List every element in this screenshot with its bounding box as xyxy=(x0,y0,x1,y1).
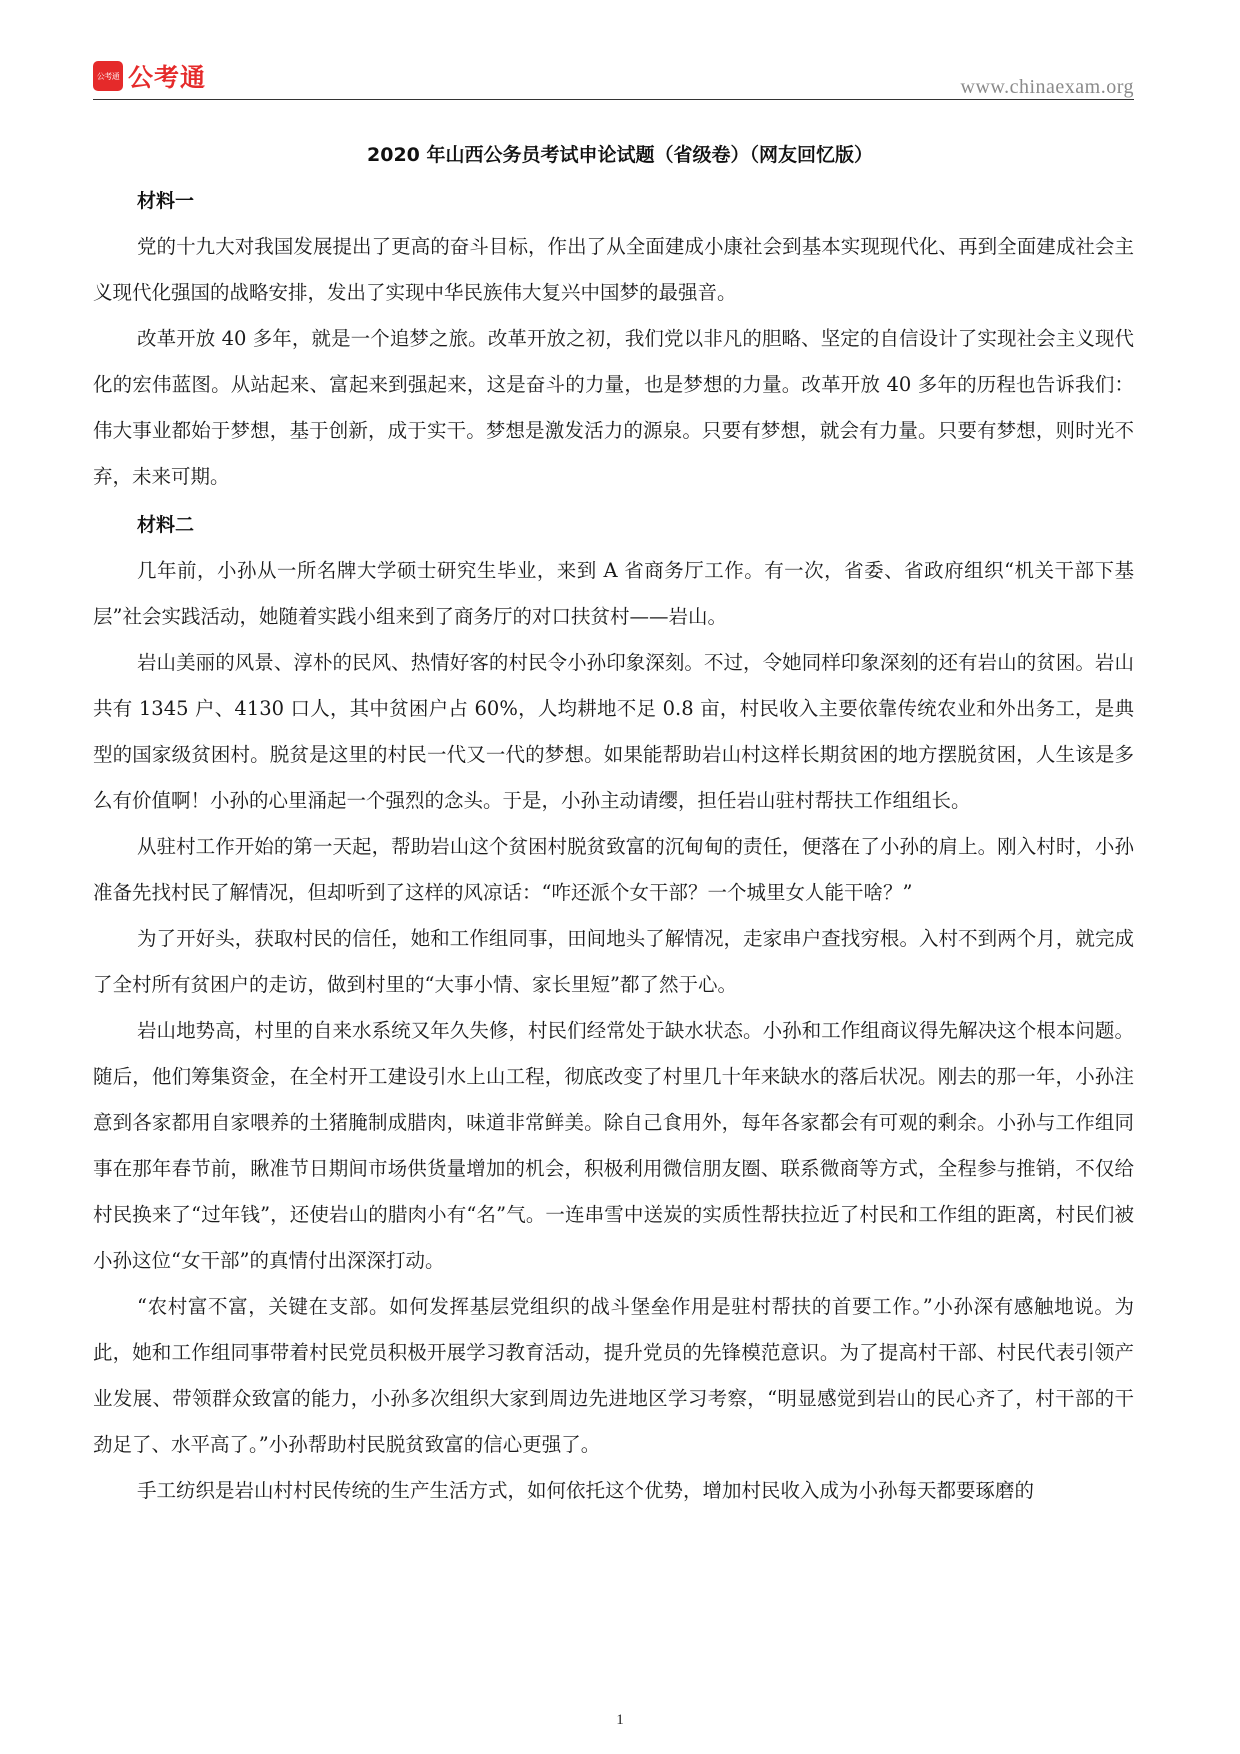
paragraph: 党的十九大对我国发展提出了更高的奋斗目标，作出了从全面建成小康社会到基本实现现代化、再到全面建成社会主义现代化强国的战略安排，发出了实现中华民族伟大复兴中国梦的最强音。 xyxy=(93,235,1134,304)
logo-text: 公考通 xyxy=(128,63,207,92)
header-divider xyxy=(93,99,1134,100)
document-title: 2020 年山西公务员考试申论试题（省级卷）（网友回忆版） xyxy=(367,144,873,166)
paragraph: 岩山地势高，村里的自来水系统又年久失修，村民们经常处于缺水状态。小孙和工作组商议得先解决这个根本问题。随后，他们筹集资金，在全村开工建设引水上山工程，彻底改变了村里几十年来缺水的落后状况。刚去的那一年，小孙注意到各家都用自家喂养的土猪腌制成腊肉，味道非常鲜美。除自己食用外，每年各家都会有可观的剩余。小孙与工作组同事在那年春节前，瞅准节日期间市场供货量增加的机会，积极利用微信朋友圈、联系微商等方式，全程参与推销，不仅给村民换来了“过年钱”，还使岩山的腊肉小有“名”气。一连串雪中送炭的实质性帮扶拉近了村民和工作组的距离，村民们被小孙这位“女干部”的真情付出深深打动。 xyxy=(93,1019,1134,1272)
brand-logo[interactable] xyxy=(93,58,206,94)
paragraph: 手工纺织是岩山村村民传统的生产生活方式，如何依托这个优势，增加村民收入成为小孙每天都要琢磨的 xyxy=(137,1479,1035,1502)
site-url[interactable]: www.chinaexam.org xyxy=(960,76,1134,98)
page-header xyxy=(93,52,1134,100)
page-number: 1 xyxy=(616,1712,624,1728)
paragraph: 岩山美丽的风景、淳朴的民风、热情好客的村民令小孙印象深刻。不过，令她同样印象深刻的还有岩山的贫困。岩山共有 1345 户、4130 口人，其中贫困户占 60%，人均耕地不足 0.8 亩，村民收入主要依靠传统农业和外出务工，是典型的国家级贫困村。脱贫是这里的村民一代又一代的梦想。如果能帮助岩山村这样长期贫困的地方摆脱贫困，人生该是多么有价值啊！小孙的心里涌起一个强烈的念头。于是，小孙主动请缨，担任岩山驻村帮扶工作组组长。 xyxy=(93,651,1134,812)
section-heading: 材料一 xyxy=(137,190,195,212)
logo-badge-icon: 公考通 xyxy=(93,61,123,91)
section-heading: 材料二 xyxy=(137,514,195,536)
paragraph: 改革开放 40 多年，就是一个追梦之旅。改革开放之初，我们党以非凡的胆略、坚定的自信设计了实现社会主义现代化的宏伟蓝图。从站起来、富起来到强起来，这是奋斗的力量，也是梦想的力量。改革开放 40 多年的历程也告诉我们：伟大事业都始于梦想，基于创新，成于实干。梦想是激发活力的源泉。只要有梦想，就会有力量。只要有梦想，则时光不弃，未来可期。 xyxy=(93,327,1134,488)
paragraph: 从驻村工作开始的第一天起，帮助岩山这个贫困村脱贫致富的沉甸甸的责任，便落在了小孙的肩上。刚入村时，小孙准备先找村民了解情况，但却听到了这样的风凉话：“咋还派个女干部？一个城里女人能干啥？” xyxy=(93,835,1134,904)
paragraph: 几年前，小孙从一所名牌大学硕士研究生毕业，来到 A 省商务厅工作。有一次，省委、省政府组织“机关干部下基层”社会实践活动，她随着实践小组来到了商务厅的对口扶贫村——岩山。 xyxy=(93,559,1134,628)
document-body xyxy=(93,186,1134,1514)
paragraph: 为了开好头，获取村民的信任，她和工作组同事，田间地头了解情况，走家串户查找穷根。入村不到两个月，就完成了全村所有贫困户的走访，做到村里的“大事小情、家长里短”都了然于心。 xyxy=(93,927,1134,996)
paragraph: “农村富不富，关键在支部。如何发挥基层党组织的战斗堡垒作用是驻村帮扶的首要工作。”小孙深有感触地说。为此，她和工作组同事带着村民党员积极开展学习教育活动，提升党员的先锋模范意识。为了提高村干部、村民代表引领产业发展、带领群众致富的能力，小孙多次组织大家到周边先进地区学习考察，“明显感觉到岩山的民心齐了，村干部的干劲足了、水平高了。”小孙帮助村民脱贫致富的信心更强了。 xyxy=(93,1295,1134,1456)
